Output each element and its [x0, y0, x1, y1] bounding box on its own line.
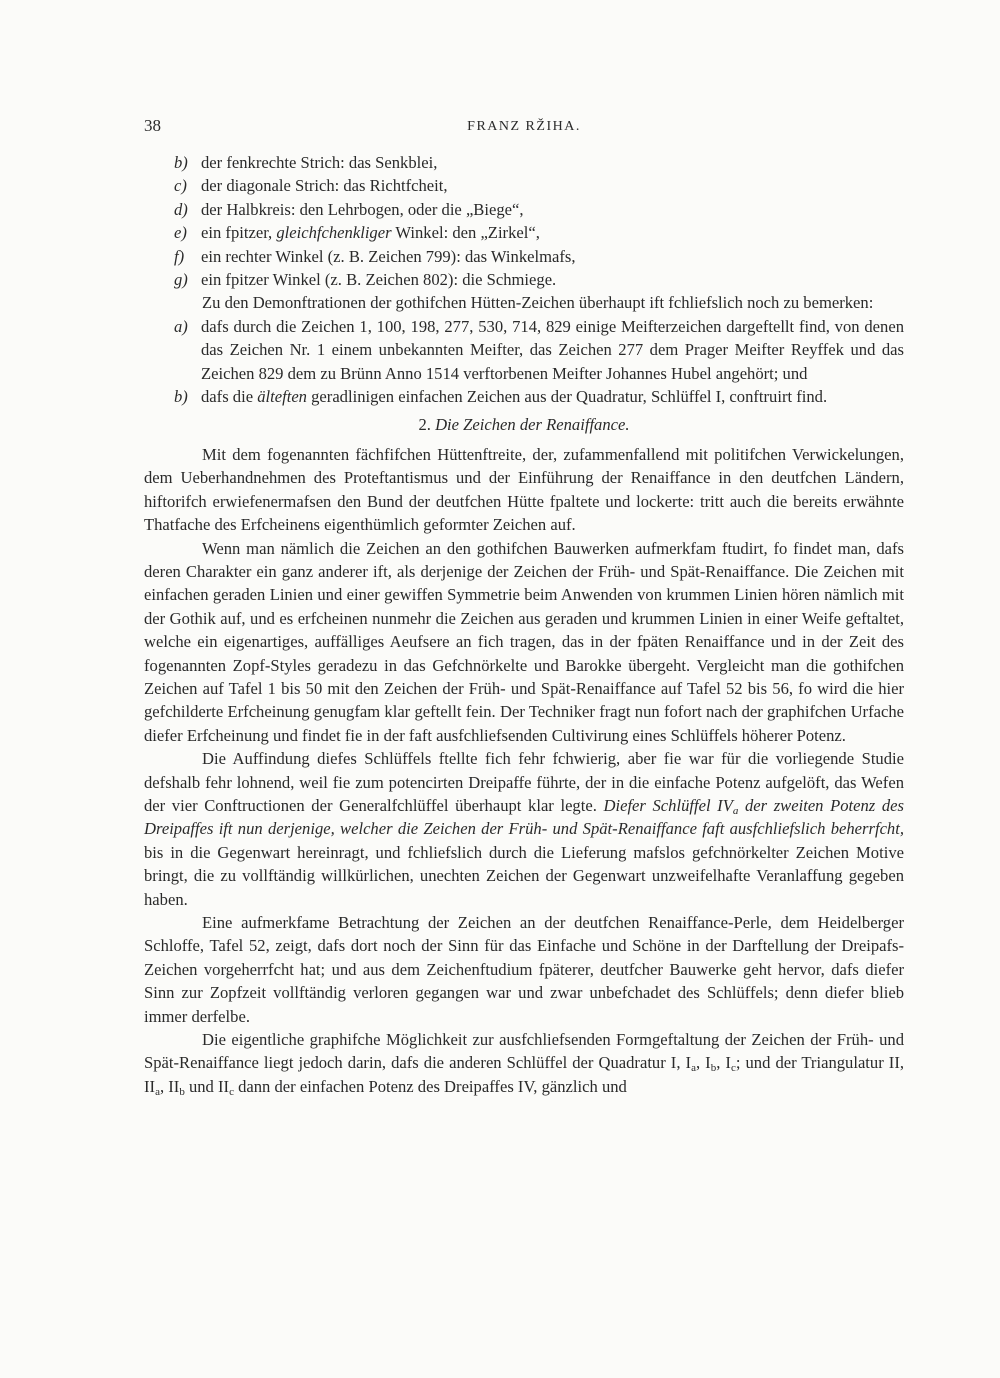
paragraph-text: , II: [159, 1076, 180, 1096]
subscript: c: [730, 1062, 736, 1075]
page-number: 38: [144, 116, 161, 135]
paragraph-text: und II: [184, 1076, 230, 1096]
paragraph-intro: Zu den Demonftrationen der gothifchen Hütten-Zeichen überhaupt ift fchliefslich noch zu bemerken:: [202, 293, 874, 313]
paragraph: [144, 1028, 904, 1098]
list-marker: f): [174, 246, 185, 266]
paragraph-text: ; und der Triangulatur II, II: [144, 1053, 904, 1096]
subscript: a: [732, 804, 739, 817]
list-item: [144, 151, 904, 174]
section-heading: [144, 413, 904, 436]
list-text-emphasis: gleichfchenkliger: [276, 223, 392, 243]
list-text: der Halbkreis: den Lehrbogen, oder die „Biege“,: [201, 199, 524, 219]
list-item: [144, 385, 904, 408]
list-marker: g): [174, 270, 188, 290]
paragraph-text: Die Auffindung diefes Schlüffels ftellte fich fehr fchwierig, aber fie war für die vorliegende Studie defshalb fehr lohnend, weil fie zum potencirten Dreipaffe führte, der in die einfache Potenz aufgelöft, das Wefen der vier Conftructionen der Generalfchlüffel überhaupt klar legte.: [144, 749, 904, 815]
list-marker: c): [174, 176, 187, 196]
paragraph-text: , I: [716, 1053, 731, 1073]
list-text: Winkel: den „Zirkel“,: [391, 223, 540, 243]
list-marker: d): [174, 199, 188, 219]
paragraph-text: , I: [695, 1053, 711, 1073]
paragraph-text: bis in die Gegenwart hereinragt, und fchliefslich durch die Lieferung mafslos gefchnörkelter Zeichen Motive bringt, die zu vollftändig willkürlichen, unechten Zeichen der Gegenwart unzweifelhafte Veranlaffung gegeben haben.: [144, 842, 904, 909]
list-text-emphasis: älteften: [257, 387, 307, 407]
list-text: dafs durch die Zeichen 1, 100, 198, 277, 530, 714, 829 einige Meifterzeichen dargeftellt find, von denen das Zeichen Nr. 1 einem unbekannten Meifter, das Zeichen 277 dem Prager Meifter Reyffek und das Zeichen 829 dem zu Brünn Anno 1514 verftorbenen Meifter Johannes Hubel angehört; und: [201, 316, 904, 383]
subscript: a: [155, 1085, 160, 1098]
subscript: c: [229, 1085, 234, 1098]
paragraph-text: dann der einfachen Potenz des Dreipaffes IV, gänzlich und: [233, 1076, 627, 1096]
list-text: ein fpitzer,: [201, 223, 277, 243]
list-marker: b): [174, 153, 188, 172]
list-marker: b): [174, 387, 188, 407]
page-header: [144, 116, 904, 146]
list-text: ein rechter Winkel (z. B. Zeichen 799): das Winkelmafs,: [201, 246, 576, 266]
paragraph-emphasis: der zweiten Potenz des Dreipaffes ift nun derjenige, welcher die Zeichen der Früh- und Spät-Renaiffance faft ausfchliefslich beherrfcht,: [144, 795, 904, 839]
section-title: Die Zeichen der Renaiffance.: [435, 415, 630, 435]
list-text: der fenkrechte Strich: das Senkblei,: [201, 153, 438, 172]
list-item: [144, 198, 904, 221]
list-item: [144, 315, 904, 385]
paragraph: [144, 747, 904, 911]
subscript: b: [710, 1062, 717, 1075]
list-text: ein fpitzer Winkel (z. B. Zeichen 802): die Schmiege.: [201, 270, 557, 290]
list-marker: a): [174, 316, 188, 336]
paragraph: Mit dem fogenannten fächfifchen Hüttenftreite, der, zufammenfallend mit politifchen Verwickelungen, dem Ueberhandnehmen des Proteftantismus und der Einführung der Renaiffance in den deutfchen Ländern, hiftorifch erwiefenermafsen den Bund der deutfchen Hütte fpaltete und lockerte: tritt auch die bereits erwähnte Thatfache des Erfcheinens eigenthümlich geformter Zeichen auf.: [144, 444, 904, 535]
list-item: [144, 245, 904, 268]
list-marker: e): [174, 223, 187, 243]
list-item: [144, 221, 904, 244]
page-body: [144, 151, 904, 1098]
subscript: a: [691, 1062, 696, 1075]
list-text: dafs die: [201, 387, 258, 407]
paragraph: Wenn man nämlich die Zeichen an den gothifchen Bauwerken aufmerkfam ftudirt, fo findet man, dafs deren Charakter ein ganz anderer ift, als derjenige der Zeichen der Früh- und Spät-Renaiffance. Die Zeichen mit einfachen geraden Linien und einer gewiffen Symmetrie beim Anwenden von krummen Linien hören nämlich mit der Gothik auf, und es erfcheinen nunmehr die Zeichen aus geraden und krummen Linien in einer Weife geftaltet, welche ein eigenartiges, auffälliges Aeufsere an fich tragen, das in der fpäten Renaiffance und in der Zeit des fogenannten Zopf-Styles geradezu in das Gefchnörkelte und Barokke übergeht. Vergleicht man die gothifchen Zeichen auf Tafel 1 bis 50 mit den Zeichen der Früh- und Spät-Renaiffance auf Tafel 52 bis 56, fo wird die hier gefchilderte Erfcheinung genugfam klar geftellt fein. Der Techniker fragt nun fofort nach der graphifchen Urfache diefer Erfcheinung und findet fie in der faft ausfchliefsenden Cultivirung eines Schlüffels höherer Potenz.: [144, 538, 904, 745]
subscript: b: [179, 1085, 185, 1098]
paragraph: Eine aufmerkfame Betrachtung der Zeichen an der deutfchen Renaiffance-Perle, dem Heidelberger Schloffe, Tafel 52, zeigt, dafs dort noch der Sinn für das Einfache und Schöne in der Darftellung der Dreipafs-Zeichen vorgeherrfcht hat; und aus dem Zeichenftudium fpäterer, deutfcher Bauwerke geht hervor, dafs diefer Sinn zur Zopfzeit vollftändig verloren gegangen war und zwar unbefchadet des Schlüffels; denn diefer blieb immer derfelbe.: [144, 913, 904, 1026]
list-item: [144, 174, 904, 197]
paragraph-emphasis: Diefer Schlüffel IV: [603, 795, 733, 815]
section-number: 2.: [418, 415, 431, 435]
list-item: [144, 268, 904, 291]
list-text: geradlinigen einfachen Zeichen aus der Quadratur, Schlüffel I, conftruirt find.: [306, 387, 828, 407]
paragraph-text: Die eigentliche graphifche Möglichkeit zur ausfchliefsenden Formgeftaltung der Zeichen der Früh- und Spät-Renaiffance liegt jedoch darin, dafs die anderen Schlüffel der Quadratur I, I: [144, 1030, 904, 1073]
running-title: FRANZ RŽIHA.: [467, 119, 581, 134]
list-text: der diagonale Strich: das Richtfcheit,: [201, 176, 448, 196]
